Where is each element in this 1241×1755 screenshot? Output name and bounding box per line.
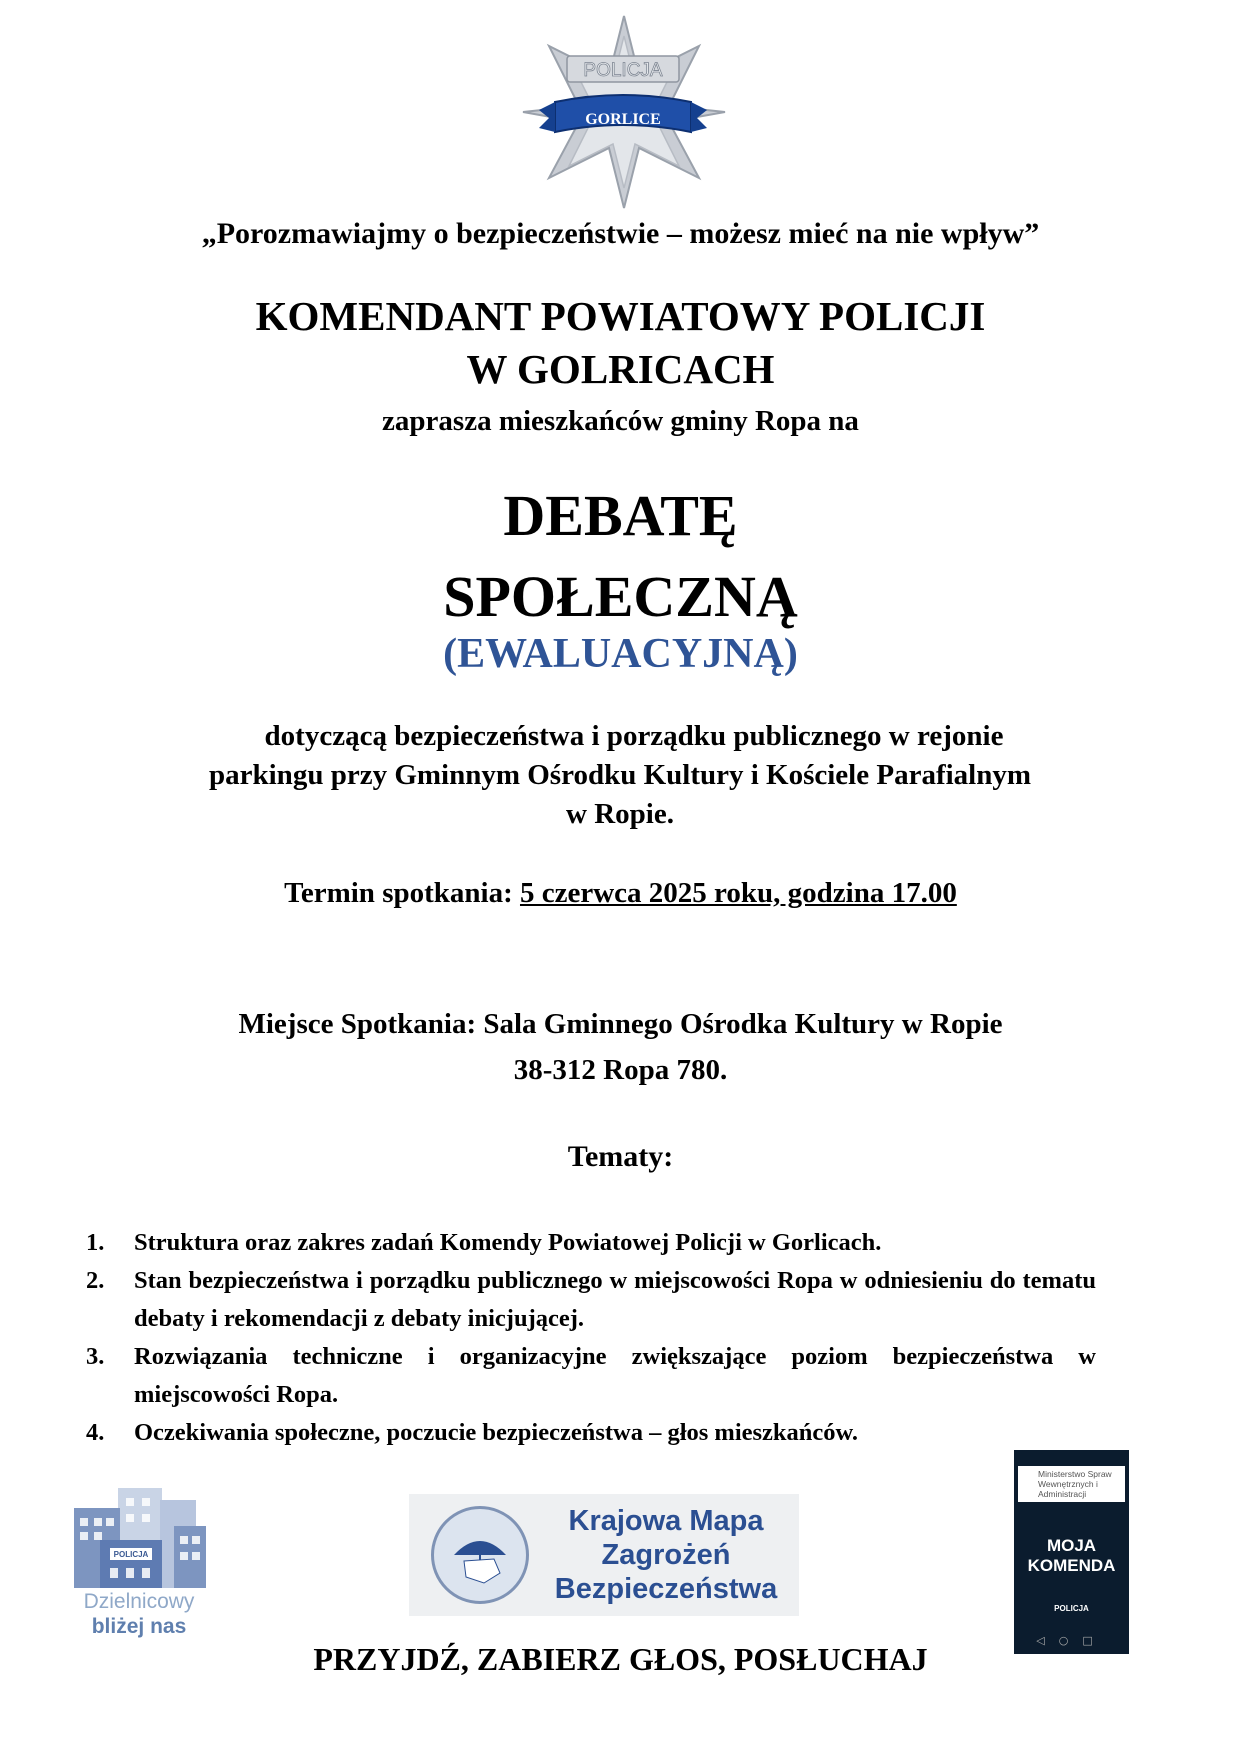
android-nav-icons: ◁○□ (1036, 1634, 1107, 1647)
meeting-time-value: 5 czerwca 2025 roku, godzina 17.00 (519, 877, 957, 909)
organizer-line-1: KOMENDANT POWIATOWY POLICJI (255, 293, 986, 339)
meeting-place-line-2: 38-312 Ropa 780. (513, 1054, 728, 1086)
police-badge-logo (519, 14, 729, 210)
meeting-place-line-1: Miejsce Spotkania: Sala Gminnego Ośrodka Kultury w Ropie (238, 1008, 1003, 1040)
kmzb-logo (409, 1494, 799, 1616)
dzielnicowy-sign: POLICJA (113, 1550, 149, 1559)
topic-item (86, 1338, 1096, 1414)
dzielnicowy-text-2: bliżej nas (91, 1615, 187, 1638)
topics-list (86, 1224, 1096, 1452)
dzielnicowy-text-1: Dzielnicowy (83, 1590, 195, 1613)
kmzb-title (537, 1504, 795, 1606)
topic-item (86, 1224, 1096, 1262)
topic-text: Stan bezpieczeństwa i porządku publicznego w miejscowości Ropa w odniesieniu do tematu debaty i rekomendacji z debaty inicjującej. (134, 1267, 1096, 1332)
kmzb-emblem-icon (431, 1506, 529, 1604)
description-line-1: dotyczącą bezpieczeństwa i porządku publicznego w rejonie (264, 720, 1004, 752)
title-line-2: SPOŁECZNĄ (443, 564, 798, 629)
description-line-2: parkingu przy Gminnym Ośrodku Kultury i Kościele Parafialnym (209, 759, 1031, 791)
moja-komenda-title (1014, 1536, 1129, 1576)
badge-ribbon-text: GORLICE (585, 111, 661, 128)
title-subtitle: (EWALUACYJNĄ) (443, 631, 798, 677)
meeting-time (0, 877, 1241, 910)
moja-komenda-line-1: MOJA (1046, 1536, 1097, 1555)
kmzb-line-2: Zagrożeń (601, 1539, 731, 1571)
debate-description (140, 717, 1100, 834)
topic-number: 4. (86, 1419, 105, 1446)
topic-text: Struktura oraz zakres zadań Komendy Powiatowej Policji w Gorlicach. (134, 1229, 882, 1256)
moja-komenda-line-2: KOMENDA (1027, 1556, 1116, 1575)
badge-top-text: POLICJA (583, 60, 663, 81)
invitation-text: zaprasza mieszkańców gminy Ropa na (382, 405, 859, 437)
topic-item (86, 1262, 1096, 1338)
topic-item (86, 1414, 1096, 1452)
topic-text: Rozwiązania techniczne i organizacyjne zwiększające poziom bezpieczeństwa w miejscowości Ropa. (134, 1343, 1096, 1408)
moja-komenda-brand: POLICJA (1054, 1604, 1089, 1613)
organizer-line-2: W GOLRICACH (466, 346, 775, 392)
topic-number: 2. (86, 1267, 105, 1294)
title-line-1: DEBATĘ (503, 483, 738, 548)
tagline: „Porozmawiajmy o bezpieczeństwie – możesz mieć na nie wpływ” (201, 217, 1040, 250)
moja-komenda-app-logo (1014, 1450, 1129, 1654)
kmzb-line-3: Bezpieczeństwa (554, 1573, 778, 1605)
ministry-name: Ministerstwo Spraw Wewnętrznych i Administracji (1038, 1469, 1112, 1499)
kmzb-line-1: Krajowa Mapa (568, 1505, 764, 1537)
topic-number: 3. (86, 1343, 105, 1370)
topics-heading: Tematy: (567, 1140, 674, 1173)
footer-call-to-action: PRZYJDŹ, ZABIERZ GŁOS, POSŁUCHAJ (313, 1641, 928, 1677)
topic-text: Oczekiwania społeczne, poczucie bezpieczeństwa – głos mieszkańców. (134, 1419, 859, 1446)
meeting-time-label: Termin spotkania: (284, 877, 513, 909)
description-line-3: w Ropie. (566, 798, 674, 830)
topic-number: 1. (86, 1229, 105, 1256)
